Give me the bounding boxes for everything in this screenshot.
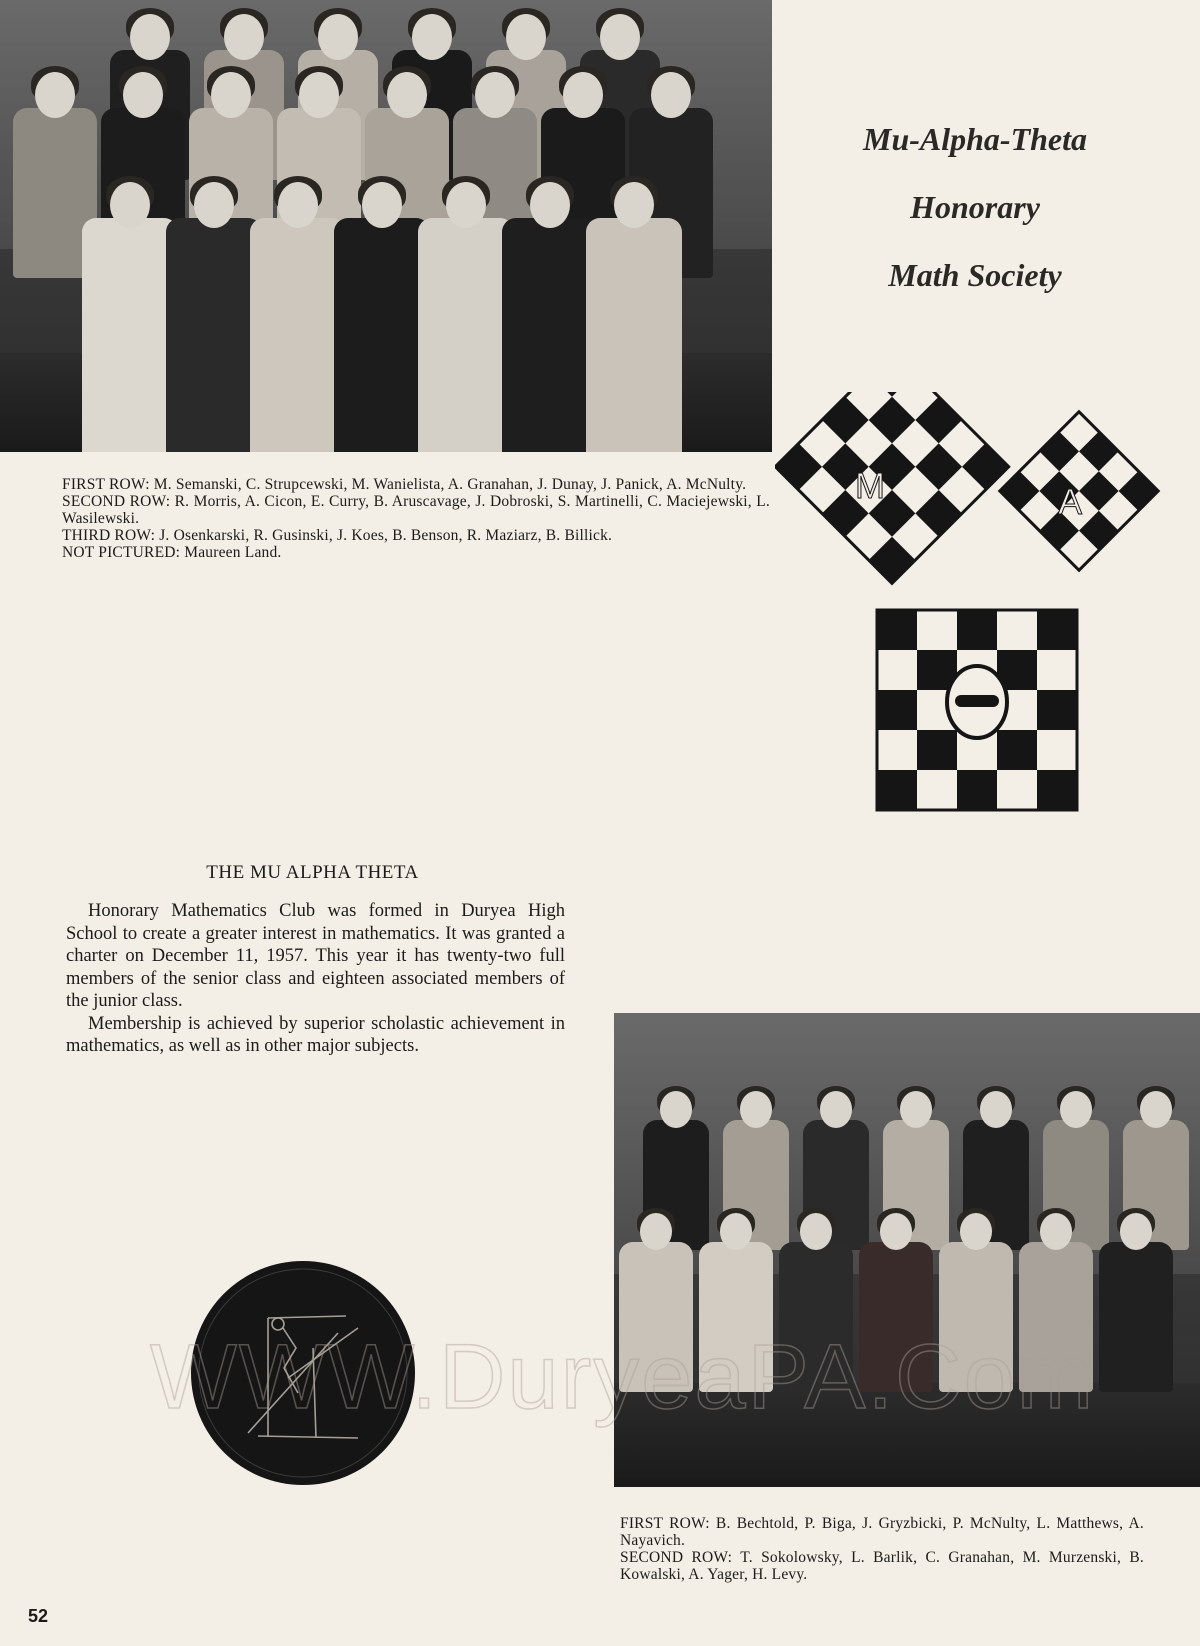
mu-alpha-theta-emblem [775,392,1175,812]
top-group-photo [0,0,772,452]
checker-cell [1037,690,1077,730]
emblem-letter-m: M [855,465,885,506]
caption-second-row: SECOND ROW: R. Morris, A. Cicon, E. Curry, B. Aruscavage, J. Dobroski, S. Martinelli, C. Maciejewski, L. Wasilewski. [62,493,770,527]
caption-third-row: THIRD ROW: J. Osenkarski, R. Gusinski, J. Koes, B. Benson, R. Maziarz, B. Billick. [62,527,613,544]
site-watermark: WWW.DuryeaPA.Com [150,1326,1096,1428]
article-paragraph-2: Membership is achieved by superior scholastic achievement in mathematics, as well as in other major subjects. [66,1013,565,1056]
article-title: THE MU ALPHA THETA [206,862,419,883]
checker-cell [1037,770,1077,810]
page-number: 52 [28,1606,49,1626]
heading-line-3: Math Society [888,257,1062,293]
theta-bar [955,695,999,707]
article-body [66,900,565,1058]
caption-first-row: FIRST ROW: M. Semanski, C. Strupcewski, M. Wanielista, A. Granahan, J. Dunay, J. Panick, A. McNulty. [62,476,747,493]
article-paragraph-1: Honorary Mathematics Club was formed in Duryea High School to create a greater interest in mathematics. It was granted a charter on December 11, 1957. This year it has twenty-two full members of the senior class and eighteen associated members of the junior class. [66,901,565,1011]
checker-cell [877,770,917,810]
checker-square-left [775,392,1008,583]
heading-line-1: Mu-Alpha-Theta [862,121,1088,157]
page-heading [800,105,1150,309]
top-photo-caption [62,476,770,561]
caption-not-pictured: NOT PICTURED: Maureen Land. [62,544,282,561]
caption-second-row: SECOND ROW: T. Sokolowsky, L. Barlik, C. Granahan, M. Murzenski, B. Kowalski, A. Yager, H. Levy. [620,1549,1144,1583]
emblem-letter-a: A [1058,481,1083,522]
checker-cell [877,690,917,730]
checker-cell [997,730,1037,770]
checker-cell [917,730,957,770]
bottom-photo-caption [620,1515,1144,1583]
caption-first-row: FIRST ROW: B. Bechtold, P. Biga, J. Gryzbicki, P. McNulty, L. Matthews, A. Nayavich. [620,1515,1144,1549]
heading-line-2: Honorary [910,189,1040,225]
checker-cell [957,770,997,810]
checker-cell [1037,610,1077,650]
checker-cell [957,610,997,650]
checker-cell [877,610,917,650]
